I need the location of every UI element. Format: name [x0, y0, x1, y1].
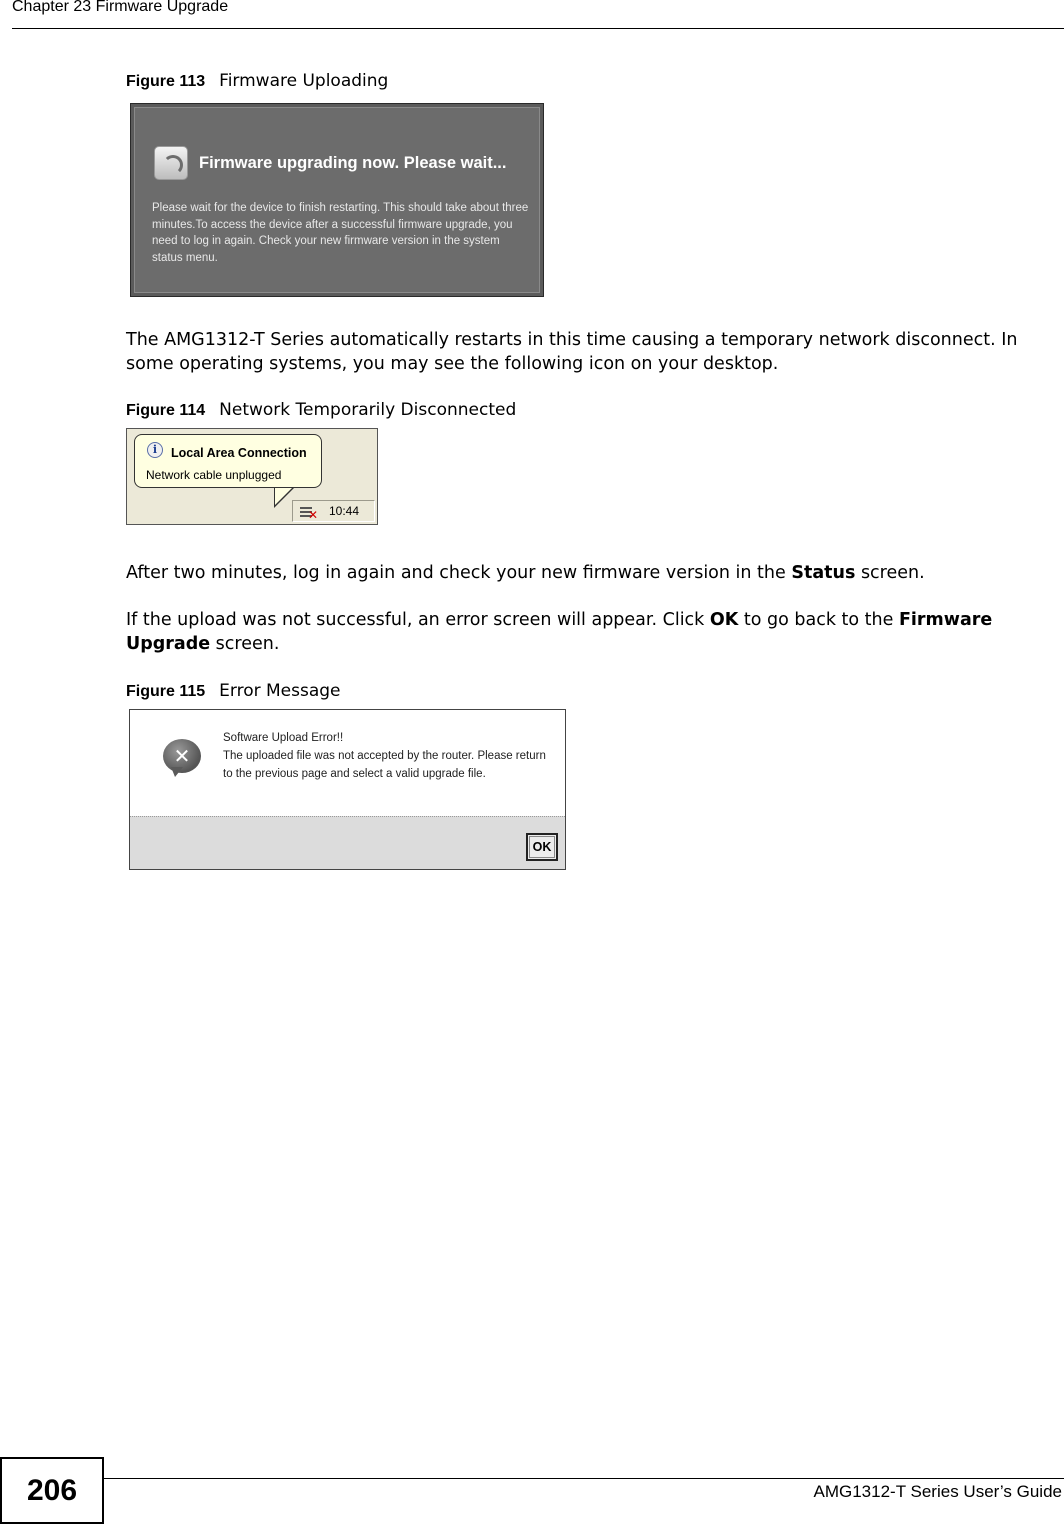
figure-115-title: Error Message	[219, 681, 341, 701]
dialog-button-bar	[130, 816, 565, 870]
figure-115-number: Figure 115	[126, 683, 206, 700]
page-number: 206	[0, 1457, 104, 1524]
tray-clock: 10:44	[329, 504, 360, 518]
header-rule	[12, 28, 1064, 29]
info-icon: i	[147, 442, 163, 458]
chapter-title: Chapter 23 Firmware Upgrade	[12, 0, 229, 15]
progress-spinner-icon	[154, 146, 188, 180]
balloon-title: Local Area Connection	[171, 446, 307, 460]
disconnected-x-icon: ✕	[308, 508, 319, 522]
ok-button[interactable]: OK	[526, 833, 558, 861]
figure-114-caption	[126, 400, 516, 420]
guide-title: AMG1312-T Series User’s Guide	[813, 1482, 1062, 1501]
figure-115-caption	[126, 681, 341, 701]
error-text	[223, 729, 553, 783]
balloon-message: Network cable unplugged	[146, 468, 282, 482]
footer-rule	[104, 1478, 1064, 1479]
error-title: Software Upload Error!!	[223, 732, 344, 744]
firmware-upgrade-term: Firmware Upgrade	[126, 610, 993, 654]
error-description: The uploaded file was not accepted by the router. Please return to the previous page and select a valid upgrade file.	[223, 750, 546, 780]
notification-area	[292, 500, 375, 522]
notification-balloon	[134, 434, 322, 488]
figure-113-caption	[126, 71, 388, 91]
figure-114-number: Figure 114	[126, 402, 206, 419]
paragraph-restart: The AMG1312-T Series automatically restarts in this time causing a temporary network disconnect. In some operating systems, you may see the following icon on your desktop.	[126, 330, 1018, 374]
paragraph-status: After two minutes, log in again and check your new firmware version in the Status screen.	[126, 563, 925, 583]
upgrade-heading: Firmware upgrading now. Please wait...	[199, 154, 507, 172]
status-term: Status	[791, 563, 856, 583]
firmware-uploading-dialog	[130, 103, 544, 297]
network-disconnected-screenshot	[126, 428, 378, 525]
figure-113-title: Firmware Uploading	[219, 71, 389, 91]
error-icon: ✕	[163, 739, 201, 773]
upgrade-instructions: Please wait for the device to finish restarting. This should take about three minutes.To access the device after a successful firmware upgrade, you need to log in again. Check your new firmware version in the system status menu.	[152, 202, 529, 264]
figure-114-title: Network Temporarily Disconnected	[219, 400, 517, 420]
figure-113-number: Figure 113	[126, 73, 206, 90]
taskbar-tray	[127, 497, 377, 525]
paragraph-error: If the upload was not successful, an error screen will appear. Click OK to go back to the Firmware Upgrade screen.	[126, 610, 993, 654]
error-message-dialog	[129, 709, 566, 870]
ok-term: OK	[709, 610, 739, 630]
